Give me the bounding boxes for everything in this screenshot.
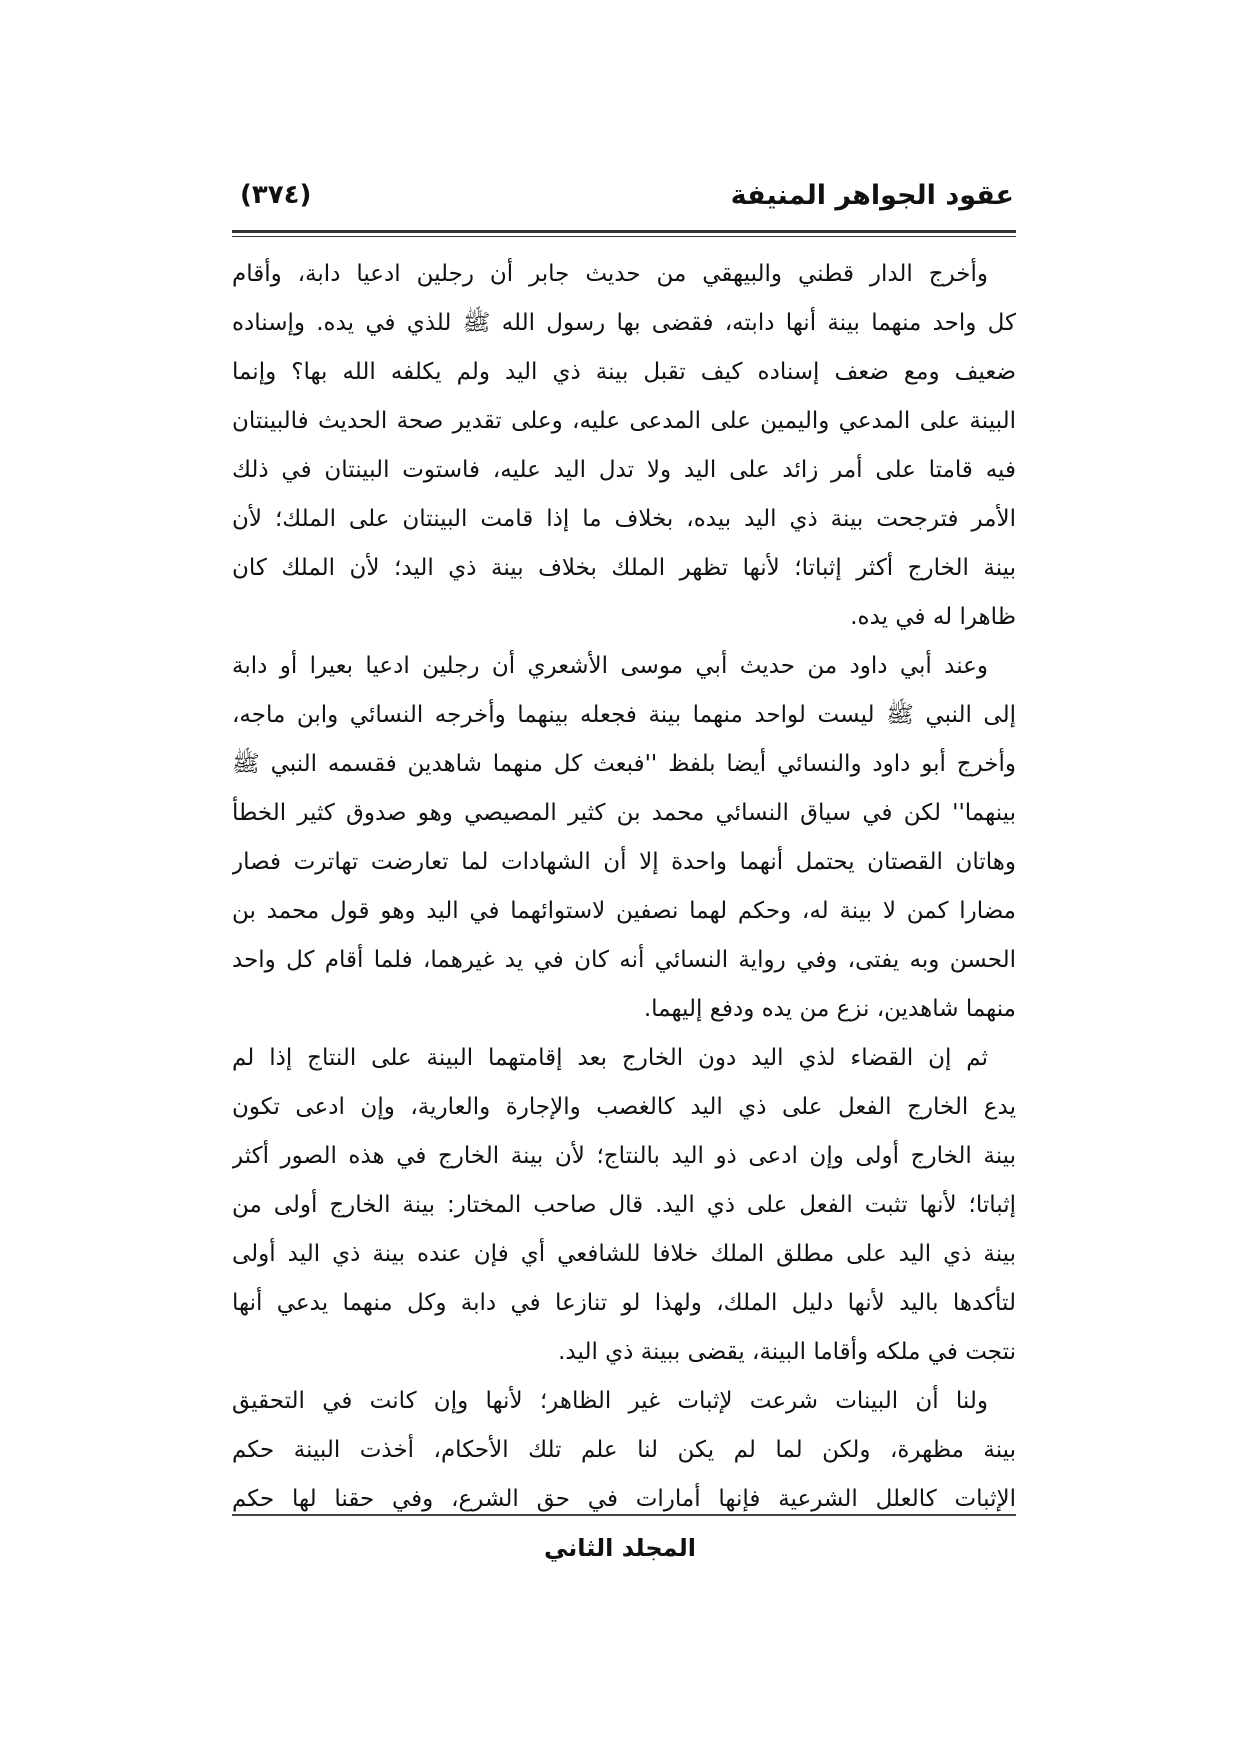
- text-line: بينة ذي اليد على مطلق الملك خلافا للشافعي أي فإن عنده بينة ذي اليد أولى: [232, 1241, 1016, 1267]
- text-line: الإثبات كالعلل الشرعية فإنها أمارات في حق الشرع، وفي حقنا لها حكم: [232, 1486, 1016, 1512]
- text-line: نتجت في ملكه وأقاما البينة، يقضى ببينة ذي اليد.: [558, 1339, 1016, 1365]
- text-line: وأخرج أبو داود والنسائي أيضا بلفظ ''فبعث كل منهما شاهدين فقسمه النبي ﷺ: [232, 751, 1016, 777]
- text-line: ظاهرا له في يده.: [850, 604, 1016, 630]
- text-line: وهاتان القصتان يحتمل أنهما واحدة إلا أن الشهادات لما تعارضت تهاترت فصار: [232, 849, 1016, 875]
- page-number: (٣٧٤): [240, 180, 312, 210]
- text-line: بينة الخارج أولى وإن ادعى ذو اليد بالنتاج؛ لأن بينة الخارج في هذه الصور أكثر: [232, 1143, 1016, 1169]
- text-line: يدع الخارج الفعل على ذي اليد كالغصب والإجارة والعارية، وإن ادعى تكون: [232, 1094, 1016, 1120]
- text-line: ضعيف ومع ضعف إسناده كيف تقبل بينة ذي اليد ولم يكلفه الله بها؟ وإنما: [232, 359, 1016, 385]
- text-line: مضارا كمن لا بينة له، وحكم لهما نصفين لاستوائهما في اليد وهو قول محمد بن: [232, 898, 1016, 924]
- text-line: بينة مظهرة، ولكن لما لم يكن لنا علم تلك الأحكام، أخذت البينة حكم: [232, 1437, 1016, 1463]
- text-line: ولنا أن البينات شرعت لإثبات غير الظاهر؛ لأنها وإن كانت في التحقيق: [232, 1388, 988, 1414]
- header-double-rule: [232, 230, 1016, 237]
- text-line: إلى النبي ﷺ ليست لواحد منهما بينة فجعله بينهما وأخرجه النسائي وابن ماجه،: [232, 702, 1016, 728]
- text-line: الحسن وبه يفتى، وفي رواية النسائي أنه كان في يد غيرهما، فلما أقام كل واحد: [232, 947, 1016, 973]
- text-line: الأمر فترجحت بينة ذي اليد بيده، بخلاف ما إذا قامت البينتان على الملك؛ لأن: [232, 506, 1016, 532]
- text-line: بينة الخارج أكثر إثباتا؛ لأنها تظهر الملك بخلاف بينة ذي اليد؛ لأن الملك كان: [232, 555, 1016, 581]
- text-line: فيه قامتا على أمر زائد على اليد ولا تدل اليد عليه، فاستوت البينتان في ذلك: [232, 457, 1016, 483]
- text-line: إثباتا؛ لأنها تثبت الفعل على ذي اليد. قال صاحب المختار: بينة الخارج أولى من: [232, 1192, 1016, 1218]
- footer-volume: المجلد الثاني: [544, 1534, 696, 1562]
- text-line: وعند أبي داود من حديث أبي موسى الأشعري أن رجلين ادعيا بعيرا أو دابة: [232, 653, 988, 679]
- text-line: لتأكدها باليد لأنها دليل الملك، ولهذا لو تنازعا في دابة وكل منهما يدعي أنها: [232, 1290, 1016, 1316]
- running-header-title: عقود الجواهر المنيفة: [730, 180, 1014, 211]
- text-line: كل واحد منهما بينة أنها دابته، فقضى بها رسول الله ﷺ للذي في يده. وإسناده: [232, 310, 1016, 336]
- text-line: وأخرج الدار قطني والبيهقي من حديث جابر أن رجلين ادعيا دابة، وأقام: [232, 261, 988, 287]
- text-line: بينهما'' لكن في سياق النسائي محمد بن كثير المصيصي وهو صدوق كثير الخطأ: [232, 800, 1016, 826]
- text-line: منهما شاهدين، نزع من يده ودفع إليهما.: [643, 996, 1016, 1022]
- body-text: [232, 250, 1016, 1524]
- footer-rule: [232, 1514, 1016, 1516]
- text-line: ثم إن القضاء لذي اليد دون الخارج بعد إقامتهما البينة على النتاج إذا لم: [232, 1045, 988, 1071]
- text-line: البينة على المدعي واليمين على المدعى عليه، وعلى تقدير صحة الحديث فالبينتان: [232, 408, 1016, 434]
